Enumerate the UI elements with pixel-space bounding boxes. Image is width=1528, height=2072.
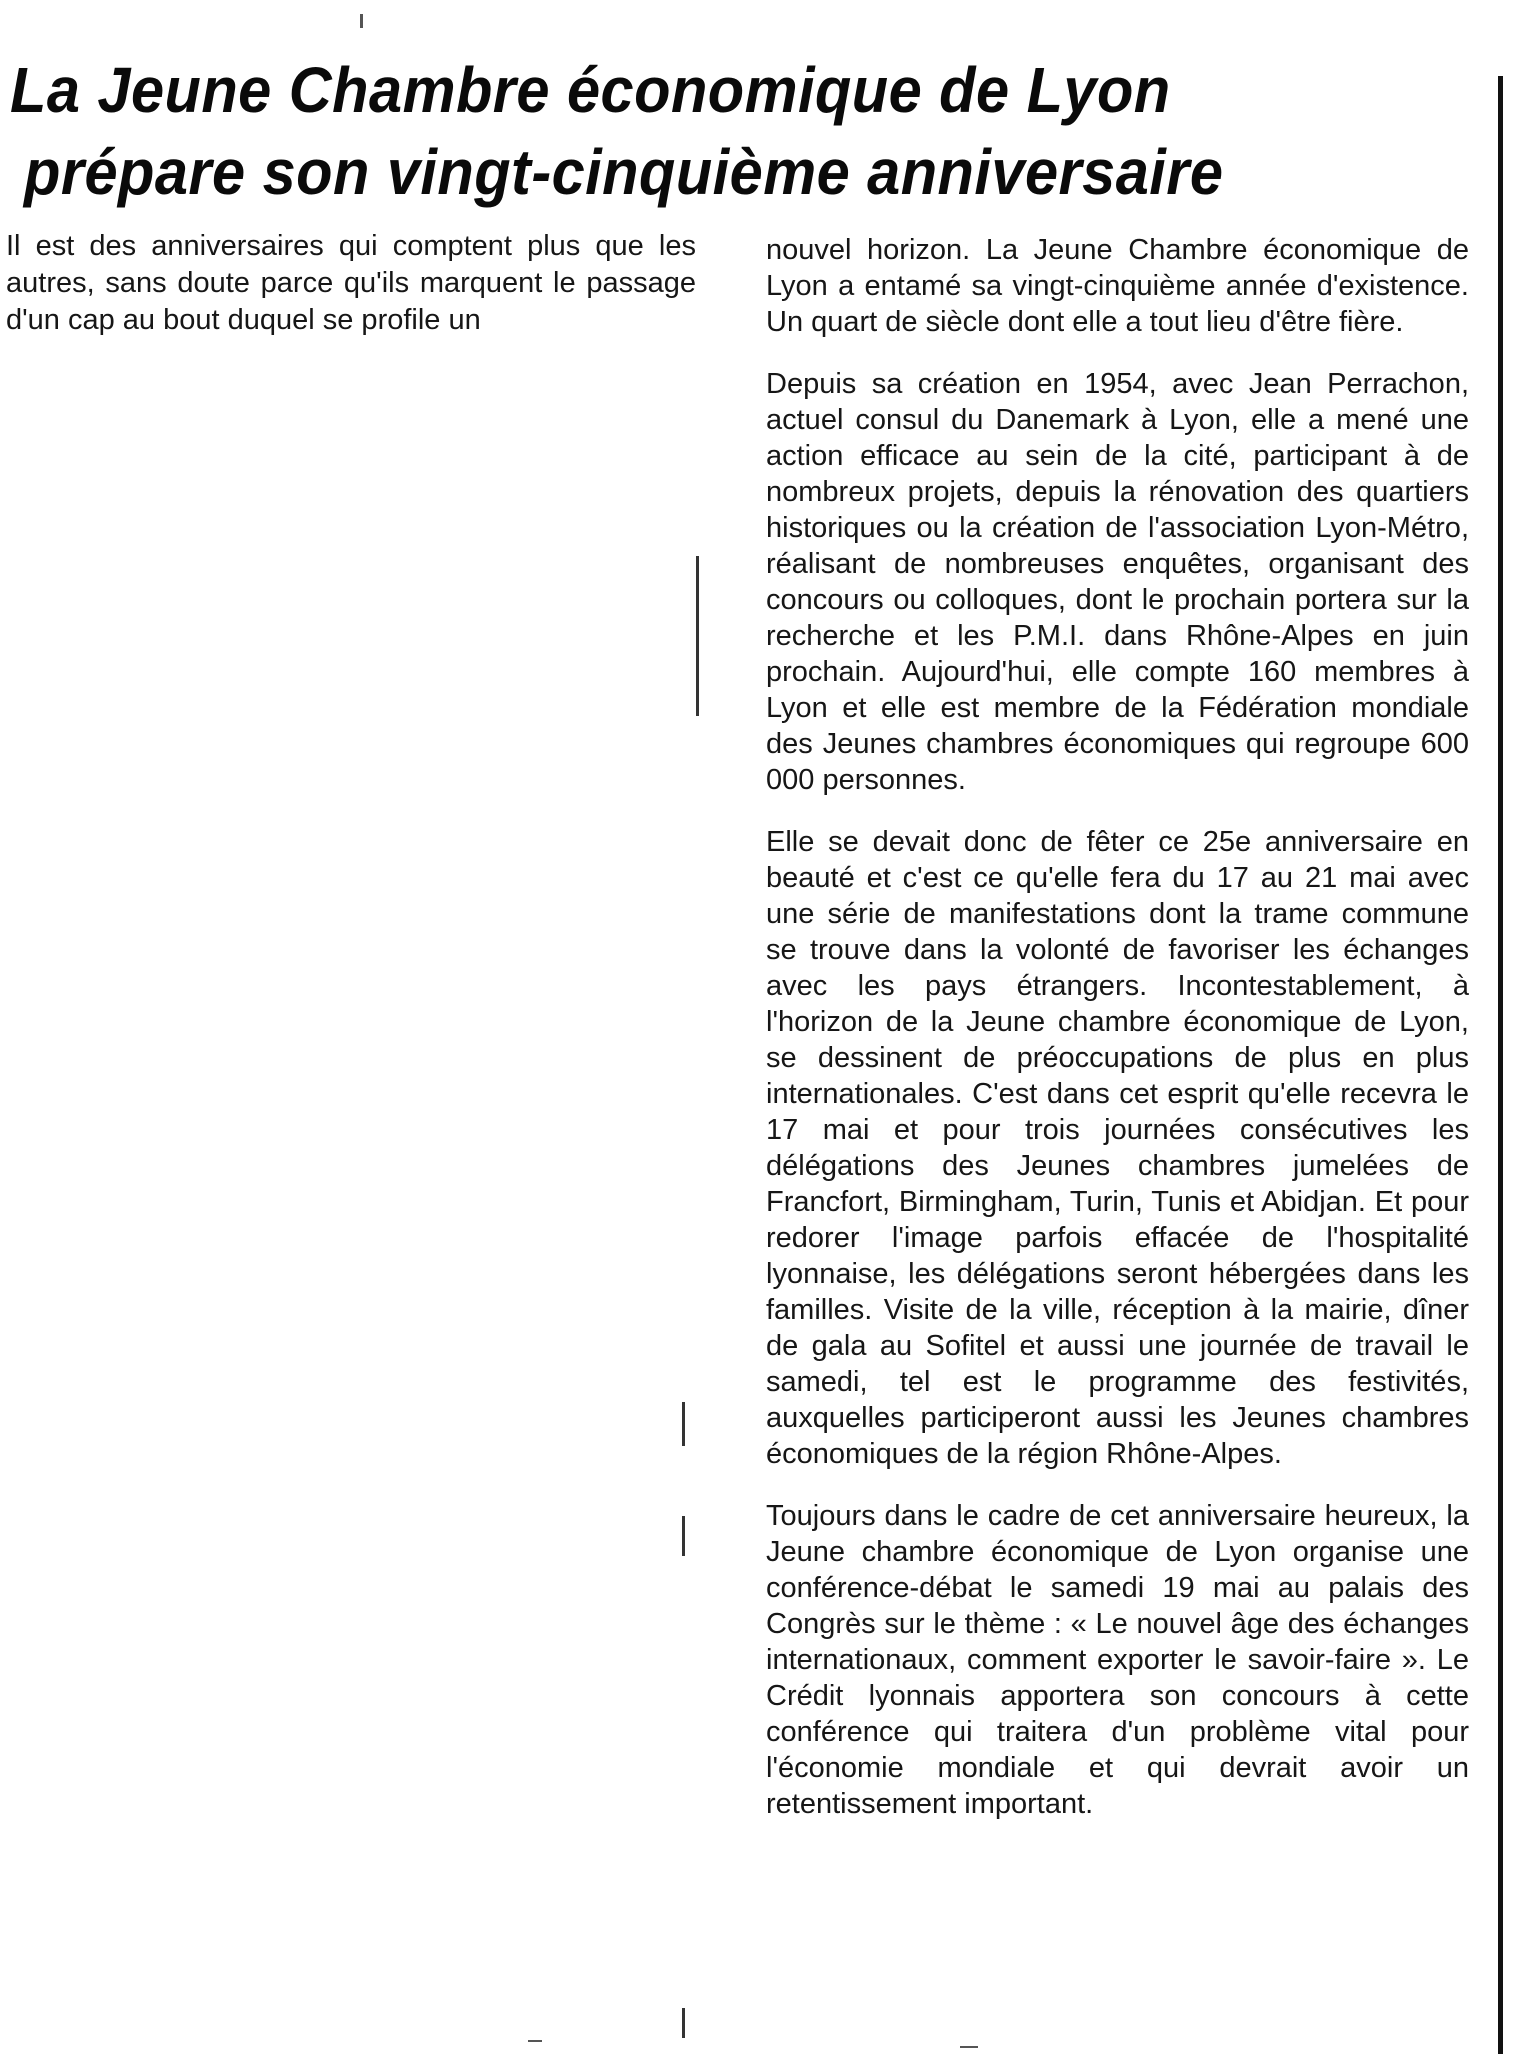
column-rule-right <box>1498 76 1503 2054</box>
body-paragraph-3: Elle se devait donc de fêter ce 25e anniversaire en beauté et c'est ce qu'elle fera du 17 au 21 mai avec une série de manifestations dont la trame commune se trouve dans la volonté de favoriser les échanges avec les pays étrangers. Incontestablement, à l'horizon de la Jeune chambre économique de Lyon, se dessinent de préoccupations de plus en plus internationales. C'est dans cet esprit qu'elle recevra le 17 mai et pour trois journées consécutives les délégations des Jeunes chambres jumelées de Francfort, Birmingham, Turin, Tunis et Abidjan. Et pour redorer l'image parfois effacée de l'hospitalité lyonnaise, les délégations seront hébergées dans les familles. Visite de la ville, réception à la mairie, dîner de gala au Sofitel et aussi une journée de travail le samedi, tel est le programme des festivités, auxquelles participeront aussi les Jeunes chambres économiques de la région Rhône-Alpes. <box>766 826 1469 1470</box>
scan-mark <box>696 556 699 716</box>
body-paragraph-4: Toujours dans le cadre de cet anniversaire heureux, la Jeune chambre économique de Lyon organise une conférence-débat le samedi 19 mai au palais des Congrès sur le thème : « Le nouvel âge des échanges internationaux, comment exporter le savoir-faire ». Le Crédit lyonnais apportera son concours à cette conférence qui traitera d'un problème vital pour l'économie mondiale et qui devrait avoir un retentissement important. <box>766 1500 1469 1820</box>
scan-speck <box>528 2040 542 2042</box>
body-column <box>766 232 1469 1848</box>
lead-column <box>6 228 696 339</box>
scan-speck <box>960 2046 978 2048</box>
scan-mark <box>682 1516 685 1556</box>
body-paragraph-2: Depuis sa création en 1954, avec Jean Perrachon, actuel consul du Danemark à Lyon, elle a mené une action efficace au sein de la cité, participant à de nombreux projets, depuis la rénovation des quartiers historiques ou la création de l'association Lyon-Métro, réalisant de nombreuses enquêtes, organisant des concours ou colloques, dont le prochain portera sur la recherche et les P.M.I. dans Rhône-Alpes en juin prochain. Aujourd'hui, elle compte 160 membres à Lyon et elle est membre de la Fédération mondiale des Jeunes chambres économiques qui regroupe 600 000 personnes. <box>766 368 1469 796</box>
lead-paragraph: Il est des anniversaires qui comptent plus que les autres, sans doute parce qu'ils marquent le passage d'un cap au bout duquel se profile un <box>6 230 696 336</box>
scan-mark <box>682 2008 685 2038</box>
scan-speck <box>360 14 363 28</box>
scan-mark <box>682 1402 685 1446</box>
body-paragraph-1: nouvel horizon. La Jeune Chambre économique de Lyon a entamé sa vingt-cinquième année d'existence. Un quart de siècle dont elle a tout lieu d'être fière. <box>766 234 1469 338</box>
headline-line-2: prépare son vingt-cinquième anniversaire <box>24 136 1224 208</box>
headline-line-1: La Jeune Chambre économique de Lyon <box>10 54 1171 126</box>
